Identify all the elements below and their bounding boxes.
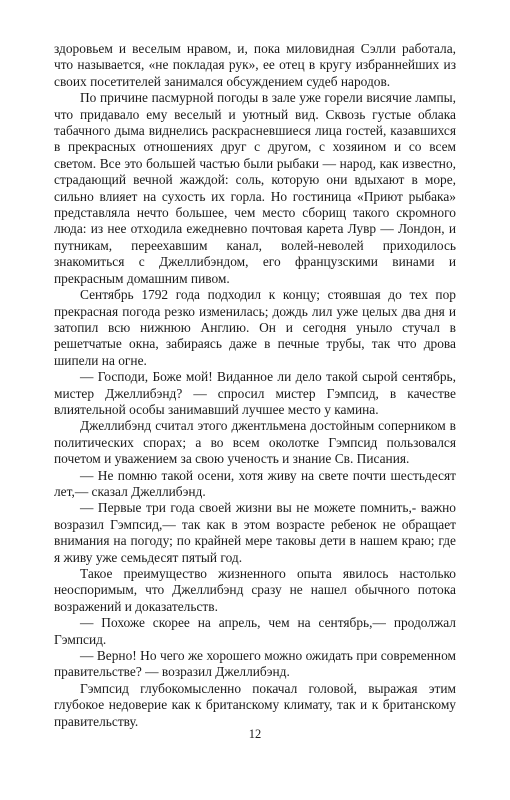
paragraph: По причине пасмурной погоды в зале уже горели висячие лампы, что придавало ему веселый и уютный вид. Сквозь густые облака табачного дыма виднелись раскрасневшиеся лица гостей, казавшихся в прекрасных отношениях друг с другом, с хозяином и со всем светом. Все это большей частью были рыбаки — народ, как известно, страдающий вечной жаждой: соль, которую они вдыхают в море, сильно влияет на сухость их горла. Но гостиница «Приют рыбака» представляла нечто большее, чем место сборищ такого скромного люда: из нее отходила ежедневно почтовая карета Лувр — Лондон, и путникам, переехавшим канал, волей-неволей приходилось знакомиться с Джеллибэндом, его французскими винами и прекрасным домашним пивом. [54, 90, 456, 286]
paragraph: Джеллибэнд считал этого джентльмена достойным соперником в политических спорах; а во всем околотке Гэмпсид пользовался почетом и уважением за свою ученость и знание Св. Писания. [54, 418, 456, 467]
paragraph: Сентябрь 1792 года подходил к концу; стоявшая до тех пор прекрасная погода резко изменилась; дождь лил уже целых два дня и затопил всю нижнюю Англию. Он и сегодня уныло стучал в решетчатые окна, забираясь даже в печные трубы, так что дрова шипели на огне. [54, 287, 456, 368]
page-number: 12 [248, 727, 262, 741]
paragraph: здоровьем и веселым нравом, и, пока миловидная Сэлли работала, что называется, «не покладая рук», ее отец в кругу избраннейших из своих посетителей занимался обсуждением судеб народов. [54, 41, 456, 89]
paragraph: Такое преимущество жизненного опыта явилось настолько неоспоримым, что Джеллибэнд сразу не нашел обычного потока возражений и доказательств. [54, 566, 456, 614]
paragraph: — Господи, Боже мой! Виданное ли дело такой сырой сентябрь, мистер Джеллибэнд? — спросил мистер Гэмпсид, в качестве влиятельной особы занимавший лучшее место у камина. [54, 369, 456, 417]
paragraph: — Первые три года своей жизни вы не можете помнить,- важно возразил Гэмпсид,— так как в этом возрасте ребенок не обращает внимания на погоду; по крайней мере таковы дети в нашем краю; где я живу уже семьдесят пятый год. [54, 500, 456, 565]
paragraph: Гэмпсид глубокомысленно покачал головой, выражая этим глубокое недоверие как к британскому климату, так и к британскому правительству. [54, 680, 456, 729]
paragraph: — Верно! Но чего же хорошего можно ожидать при современном правительстве? — возразил Джеллибэнд. [54, 648, 456, 680]
paragraph: — Не помню такой осени, хотя живу на свете почти шестьдесят лет,— сказал Джеллибэнд. [54, 467, 456, 499]
body-text [54, 41, 456, 730]
paragraph: — Похоже скорее на апрель, чем на сентябрь,— продолжал Гэмпсид. [54, 615, 456, 647]
